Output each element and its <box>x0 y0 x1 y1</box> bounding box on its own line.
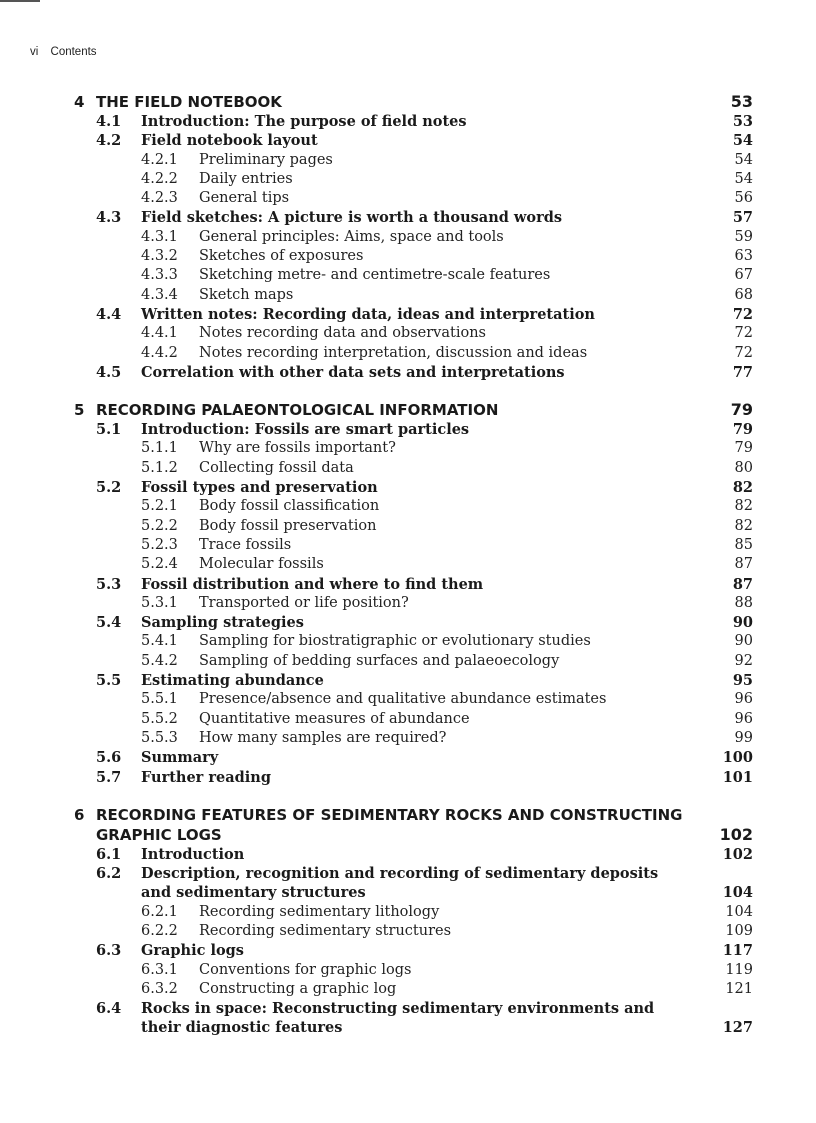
entry-title: Collecting fossil data <box>199 459 354 476</box>
entry-page-number: 82 <box>732 479 753 497</box>
table-of-contents <box>74 92 753 1056</box>
entry-title: Further reading <box>141 768 271 786</box>
entry-title: Body fossil classification <box>199 498 380 515</box>
chapter-page-number: 102 <box>719 824 753 844</box>
chapter-number: 4 <box>74 93 85 111</box>
entry-title: Molecular fossils <box>199 556 324 573</box>
entry-title: Constructing a graphic log <box>199 980 397 997</box>
entry-title: Fossil types and preservation <box>141 479 378 497</box>
entry-title: Recording sedimentary lithology <box>199 903 440 920</box>
entry-number: 5.4.2 <box>141 652 178 669</box>
toc-section-entry[interactable] <box>74 941 753 960</box>
entry-page-number: 80 <box>734 459 753 476</box>
entry-number: 5.5 <box>96 672 122 690</box>
entry-number: 6.1 <box>96 845 122 863</box>
entry-page-number: 87 <box>732 575 753 593</box>
entry-number: 4.3.1 <box>141 228 178 245</box>
entry-number: 6.2.1 <box>141 903 178 920</box>
toc-subsection-entry[interactable] <box>74 961 753 980</box>
chapter-block <box>74 400 753 787</box>
entry-page-number: 88 <box>734 594 753 611</box>
chapter-heading[interactable] <box>74 400 753 420</box>
chapter-number: 6 <box>74 805 85 824</box>
chapter-page-number: 53 <box>730 92 753 111</box>
toc-section-entry[interactable] <box>74 208 753 227</box>
entry-title: Field notebook layout <box>141 132 318 150</box>
toc-section-entry[interactable] <box>74 671 753 690</box>
entry-number: 4.2.3 <box>141 190 178 207</box>
entry-title: Introduction <box>141 845 245 863</box>
entry-page-number: 85 <box>734 536 753 553</box>
toc-subsection-entry[interactable] <box>74 980 753 999</box>
entry-number: 4.4 <box>96 305 122 323</box>
entry-title: General principles: Aims, space and tools <box>199 228 504 245</box>
toc-subsection-entry[interactable] <box>74 729 753 748</box>
entry-page-number: 90 <box>732 614 753 632</box>
entry-page-number: 63 <box>734 248 753 265</box>
toc-section-entry[interactable] <box>74 613 753 632</box>
toc-section-entry[interactable] <box>74 363 753 382</box>
toc-subsection-entry[interactable] <box>74 344 753 363</box>
entry-page-number: 117 <box>722 942 753 960</box>
entry-title: Sketch maps <box>199 286 294 303</box>
entry-page-number: 53 <box>732 113 753 130</box>
entry-page-number: 79 <box>734 440 753 457</box>
chapter-title: RECORDING PALAEONTOLOGICAL INFORMATION <box>96 401 499 420</box>
entry-number: 5.1.1 <box>141 440 178 457</box>
toc-subsection-entry[interactable] <box>74 710 753 729</box>
toc-subsection-entry[interactable] <box>74 247 753 266</box>
toc-subsection-entry[interactable] <box>74 690 753 709</box>
entry-title: Conventions for graphic logs <box>199 961 412 978</box>
toc-subsection-entry[interactable] <box>74 555 753 574</box>
toc-subsection-entry[interactable] <box>74 903 753 922</box>
toc-section-entry[interactable] <box>74 768 753 787</box>
running-head-page-number: vi <box>30 46 39 58</box>
toc-subsection-entry[interactable] <box>74 594 753 613</box>
entry-title: Written notes: Recording data, ideas and interpretation <box>141 305 595 323</box>
entry-title: Sampling of bedding surfaces and palaeoecology <box>199 652 560 669</box>
entry-number: 5.5.1 <box>141 691 178 708</box>
toc-section-entry[interactable] <box>74 131 753 150</box>
toc-subsection-entry[interactable] <box>74 439 753 458</box>
entry-page-number: 96 <box>734 691 753 708</box>
entry-number: 4.1 <box>96 113 122 130</box>
toc-subsection-entry[interactable] <box>74 459 753 478</box>
entry-page-number: 92 <box>734 652 753 669</box>
entry-number: 5.2.4 <box>141 556 178 573</box>
entry-page-number: 57 <box>732 209 753 227</box>
toc-subsection-entry[interactable] <box>74 497 753 516</box>
entry-page-number: 72 <box>732 305 753 323</box>
entry-title: Summary <box>141 749 219 767</box>
toc-section-entry[interactable] <box>74 845 753 864</box>
entry-page-number: 68 <box>734 286 753 303</box>
entry-page-number: 72 <box>734 344 753 361</box>
entry-title: Why are fossils important? <box>199 440 396 457</box>
entry-number: 4.2.1 <box>141 151 178 168</box>
entry-number: 4.3.2 <box>141 248 178 265</box>
toc-subsection-entry[interactable] <box>74 536 753 555</box>
entry-number: 5.2.3 <box>141 536 178 553</box>
entry-number: 4.4.2 <box>141 344 178 361</box>
chapter-block <box>74 805 753 1038</box>
entry-title: Graphic logs <box>141 942 244 960</box>
entry-number: 4.3.4 <box>141 286 178 303</box>
toc-subsection-entry[interactable] <box>74 266 753 285</box>
entry-number: 6.3.2 <box>141 980 178 997</box>
entry-number: 5.2 <box>96 479 122 497</box>
entry-title: Daily entries <box>199 170 293 187</box>
entry-number: 6.2.2 <box>141 922 178 939</box>
entry-page-number: 82 <box>734 498 753 515</box>
entry-number: 5.7 <box>96 768 122 786</box>
entry-page-number: 79 <box>732 421 753 439</box>
chapter-block <box>74 92 753 382</box>
entry-title: Correlation with other data sets and interpretations <box>141 363 565 381</box>
entry-page-number: 77 <box>732 363 753 381</box>
entry-number: 5.4 <box>96 614 122 632</box>
entry-title: Transported or life position? <box>199 594 409 611</box>
entry-number: 5.4.1 <box>141 633 178 650</box>
entry-title: Description, recognition and recording of sedimentary deposits and sedimentary structures <box>141 865 659 902</box>
toc-subsection-entry[interactable] <box>74 286 753 305</box>
entry-title: How many samples are required? <box>199 729 447 746</box>
toc-section-entry[interactable] <box>74 748 753 767</box>
entry-page-number: 54 <box>734 151 753 168</box>
entry-page-number: 101 <box>722 768 753 786</box>
entry-number: 5.5.2 <box>141 710 178 727</box>
entry-page-number: 67 <box>734 267 753 284</box>
entry-number: 6.3 <box>96 942 122 960</box>
entry-title: Presence/absence and qualitative abundance estimates <box>199 691 607 708</box>
entry-title: Body fossil preservation <box>199 517 377 534</box>
corner-rule <box>0 0 40 2</box>
toc-section-entry[interactable] <box>74 420 753 439</box>
entry-title: Sketching metre- and centimetre-scale features <box>199 267 551 284</box>
entry-title: Quantitative measures of abundance <box>199 710 470 727</box>
entry-number: 4.3 <box>96 209 122 227</box>
entry-title: Notes recording interpretation, discussion and ideas <box>199 344 588 361</box>
chapter-heading[interactable] <box>74 92 753 112</box>
chapter-title: RECORDING FEATURES OF SEDIMENTARY ROCKS AND CONSTRUCTING GRAPHIC LOGS <box>96 805 683 844</box>
entry-page-number: 95 <box>732 672 753 690</box>
entry-number: 6.3.1 <box>141 961 178 978</box>
entry-page-number: 96 <box>734 710 753 727</box>
entry-number: 6.4 <box>96 1000 122 1018</box>
entry-title: Rocks in space: Reconstructing sedimentary environments and their diagnostic features <box>141 1000 655 1037</box>
entry-number: 6.2 <box>96 865 122 883</box>
entry-page-number: 104 <box>725 903 753 920</box>
entry-title: Sampling for biostratigraphic or evolutionary studies <box>199 633 591 650</box>
entry-page-number: 127 <box>722 1019 753 1037</box>
entry-title: Sampling strategies <box>141 614 304 632</box>
running-head-title: Contents <box>50 46 97 58</box>
entry-number: 4.2.2 <box>141 170 178 187</box>
entry-title: Estimating abundance <box>141 672 324 690</box>
entry-number: 5.5.3 <box>141 729 178 746</box>
toc-subsection-entry[interactable] <box>74 151 753 170</box>
toc-section-entry[interactable] <box>74 305 753 324</box>
entry-title: Preliminary pages <box>199 151 333 168</box>
toc-subsection-entry[interactable] <box>74 517 753 536</box>
chapter-heading[interactable] <box>74 805 753 845</box>
entry-number: 5.3 <box>96 575 122 593</box>
entry-page-number: 119 <box>725 961 753 978</box>
entry-page-number: 121 <box>725 980 753 997</box>
entry-number: 5.3.1 <box>141 594 178 611</box>
toc-subsection-entry[interactable] <box>74 324 753 343</box>
toc-section-entry[interactable] <box>74 575 753 594</box>
entry-number: 5.2.1 <box>141 498 178 515</box>
entry-page-number: 59 <box>734 228 753 245</box>
toc-section-entry[interactable] <box>74 999 753 1038</box>
entry-page-number: 102 <box>722 845 753 863</box>
entry-page-number: 54 <box>732 132 753 150</box>
entry-page-number: 99 <box>734 729 753 746</box>
entry-title: Notes recording data and observations <box>199 325 486 342</box>
chapter-number: 5 <box>74 401 85 420</box>
toc-subsection-entry[interactable] <box>74 632 753 651</box>
toc-subsection-entry[interactable] <box>74 922 753 941</box>
entry-title: General tips <box>199 190 290 207</box>
entry-title: Introduction: The purpose of field notes <box>141 113 467 130</box>
entry-title: Trace fossils <box>199 536 292 553</box>
entry-page-number: 82 <box>734 517 753 534</box>
entry-page-number: 56 <box>734 190 753 207</box>
toc-subsection-entry[interactable] <box>74 189 753 208</box>
entry-page-number: 54 <box>734 170 753 187</box>
entry-title: Sketches of exposures <box>199 248 364 265</box>
toc-subsection-entry[interactable] <box>74 652 753 671</box>
toc-section-entry[interactable] <box>74 864 753 903</box>
entry-page-number: 104 <box>722 884 753 902</box>
running-head <box>30 46 97 58</box>
entry-number: 4.2 <box>96 132 122 150</box>
entry-number: 5.2.2 <box>141 517 178 534</box>
entry-number: 5.1.2 <box>141 459 178 476</box>
toc-subsection-entry[interactable] <box>74 228 753 247</box>
entry-title: Introduction: Fossils are smart particles <box>141 421 470 439</box>
entry-title: Recording sedimentary structures <box>199 922 452 939</box>
toc-section-entry[interactable] <box>74 112 753 131</box>
toc-subsection-entry[interactable] <box>74 170 753 189</box>
chapter-page-number: 79 <box>730 400 753 420</box>
entry-page-number: 72 <box>734 325 753 342</box>
chapter-title: THE FIELD NOTEBOOK <box>96 93 282 111</box>
entry-number: 4.4.1 <box>141 325 178 342</box>
entry-page-number: 87 <box>734 556 753 573</box>
entry-page-number: 100 <box>722 749 753 767</box>
entry-page-number: 90 <box>734 633 753 650</box>
entry-page-number: 109 <box>725 922 753 939</box>
entry-number: 5.1 <box>96 421 122 439</box>
entry-number: 4.3.3 <box>141 267 178 284</box>
entry-number: 4.5 <box>96 363 122 381</box>
entry-number: 5.6 <box>96 749 122 767</box>
toc-section-entry[interactable] <box>74 478 753 497</box>
entry-title: Field sketches: A picture is worth a thousand words <box>141 209 563 227</box>
entry-title: Fossil distribution and where to find them <box>141 575 484 593</box>
